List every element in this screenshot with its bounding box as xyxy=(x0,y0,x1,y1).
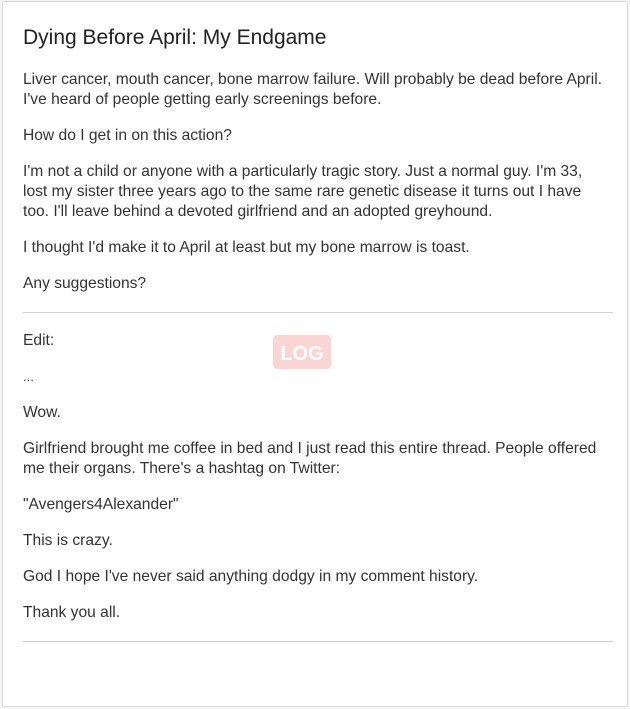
post-paragraph: I'm not a child or anyone with a particularly tragic story. Just a normal guy. I'm 33, lost my sister three years ago to the same rare genetic disease it turns out I have too. I'll leave behind a devoted girlfriend and an adopted greyhound. xyxy=(23,163,583,220)
edit-paragraph: God I hope I've never said anything dodgy in my comment history. xyxy=(23,568,479,585)
post-paragraph: Liver cancer, mouth cancer, bone marrow failure. Will probably be dead before April. I've heard of people getting early screenings before. xyxy=(23,71,603,108)
post-title: Dying Before April: My Endgame xyxy=(23,26,327,49)
edit-paragraph: "Avengers4Alexander" xyxy=(23,496,179,513)
post-card xyxy=(2,1,628,707)
edit-paragraph: Girlfriend brought me coffee in bed and I just read this entire thread. People offered me their organs. There's a hashtag on Twitter: xyxy=(23,440,597,477)
divider xyxy=(23,641,613,642)
post-paragraph: Any suggestions? xyxy=(23,275,147,292)
edit-paragraph: This is crazy. xyxy=(23,532,113,549)
edit-paragraph: ... xyxy=(23,369,34,384)
watermark-text: LOG xyxy=(280,343,324,365)
edit-label: Edit: xyxy=(23,332,55,349)
post-paragraph: I thought I'd make it to April at least but my bone marrow is toast. xyxy=(23,239,470,256)
edit-paragraph: Thank you all. xyxy=(23,604,121,621)
edit-paragraph: Wow. xyxy=(23,404,61,421)
post-paragraph: How do I get in on this action? xyxy=(23,127,232,144)
divider xyxy=(23,312,613,313)
